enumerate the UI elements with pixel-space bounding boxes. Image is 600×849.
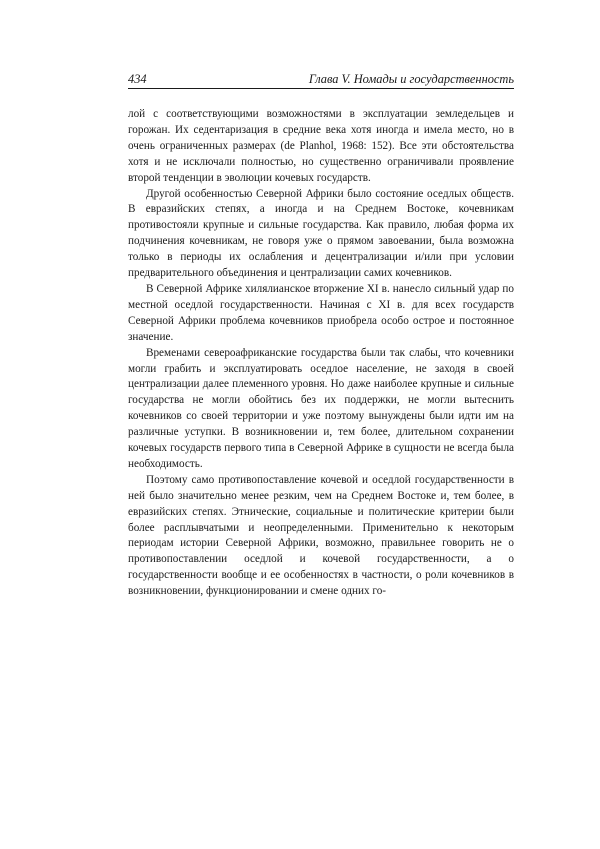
paragraph: Другой особенностью Северной Африки было состояние оседлых обществ. В евразийских степях, а иногда и на Среднем Востоке, кочевникам противостояли крупные и сильные государства. Как правило, любая форма их подчинения кочевникам, не говоря уже о прямом завоевании, была возможна только в периоды их ослабления и децентрализации и/или при условии предварительного объединения и централизации самих кочевников.: [128, 187, 514, 280]
paragraph-continued: лой с соответствующими возможностями в эксплуатации земледельцев и горожан. Их седентаризация в средние века хотя иногда и имела место, но в очень ограниченных размерах (de Planhol, 1968: 152). Все эти обстоятельства хотя и не исключали полностью, но существенно ограничивали проявление второй тенденции в эволюции кочевых государств.: [128, 108, 514, 184]
paragraph: Временами североафриканские государства были так слабы, что кочевники могли грабить и эксплуатировать оседлое население, не заходя в своей централизации далее племенного уровня. Но даже наиболее крупные и сильные государства не могли обойтись без их поддержки, не могли вытеснить кочевников со своей территории и уже поэтому вынуждены были идти им на различные уступки. В возникновении и, тем более, длительном сохранении кочевых государств первого типа в Северной Африке в сущности не всегда была необходимость.: [128, 346, 514, 470]
page-number: 434: [128, 72, 147, 86]
running-title: Глава V. Номады и государственность: [308, 72, 514, 86]
paragraph: В Северной Африке хилялианское вторжение XI в. нанесло сильный удар по местной оседлой государственности. Начиная с XI в. для всех государств Северной Африки проблема кочевников приобрела особо острое и постоянное значение.: [128, 282, 514, 343]
header-rule: [128, 88, 514, 89]
paragraph: Поэтому само противопоставление кочевой и оседлой государственности в ней было значительно менее резким, чем на Среднем Востоке и, тем более, в евразийских степях. Этнические, социальные и политические критерии были более расплывчатыми и неопределенными. Применительно к некоторым периодам истории Северной Африки, возможно, правильнее говорить не о противопоставлении оседлой и кочевой государственности, а о государственности вообще и ее особенностях в частности, о роли кочевников в возникновении, функционировании и смене одних го-: [128, 473, 514, 598]
page-header: [128, 70, 514, 88]
body-text: [128, 107, 514, 600]
